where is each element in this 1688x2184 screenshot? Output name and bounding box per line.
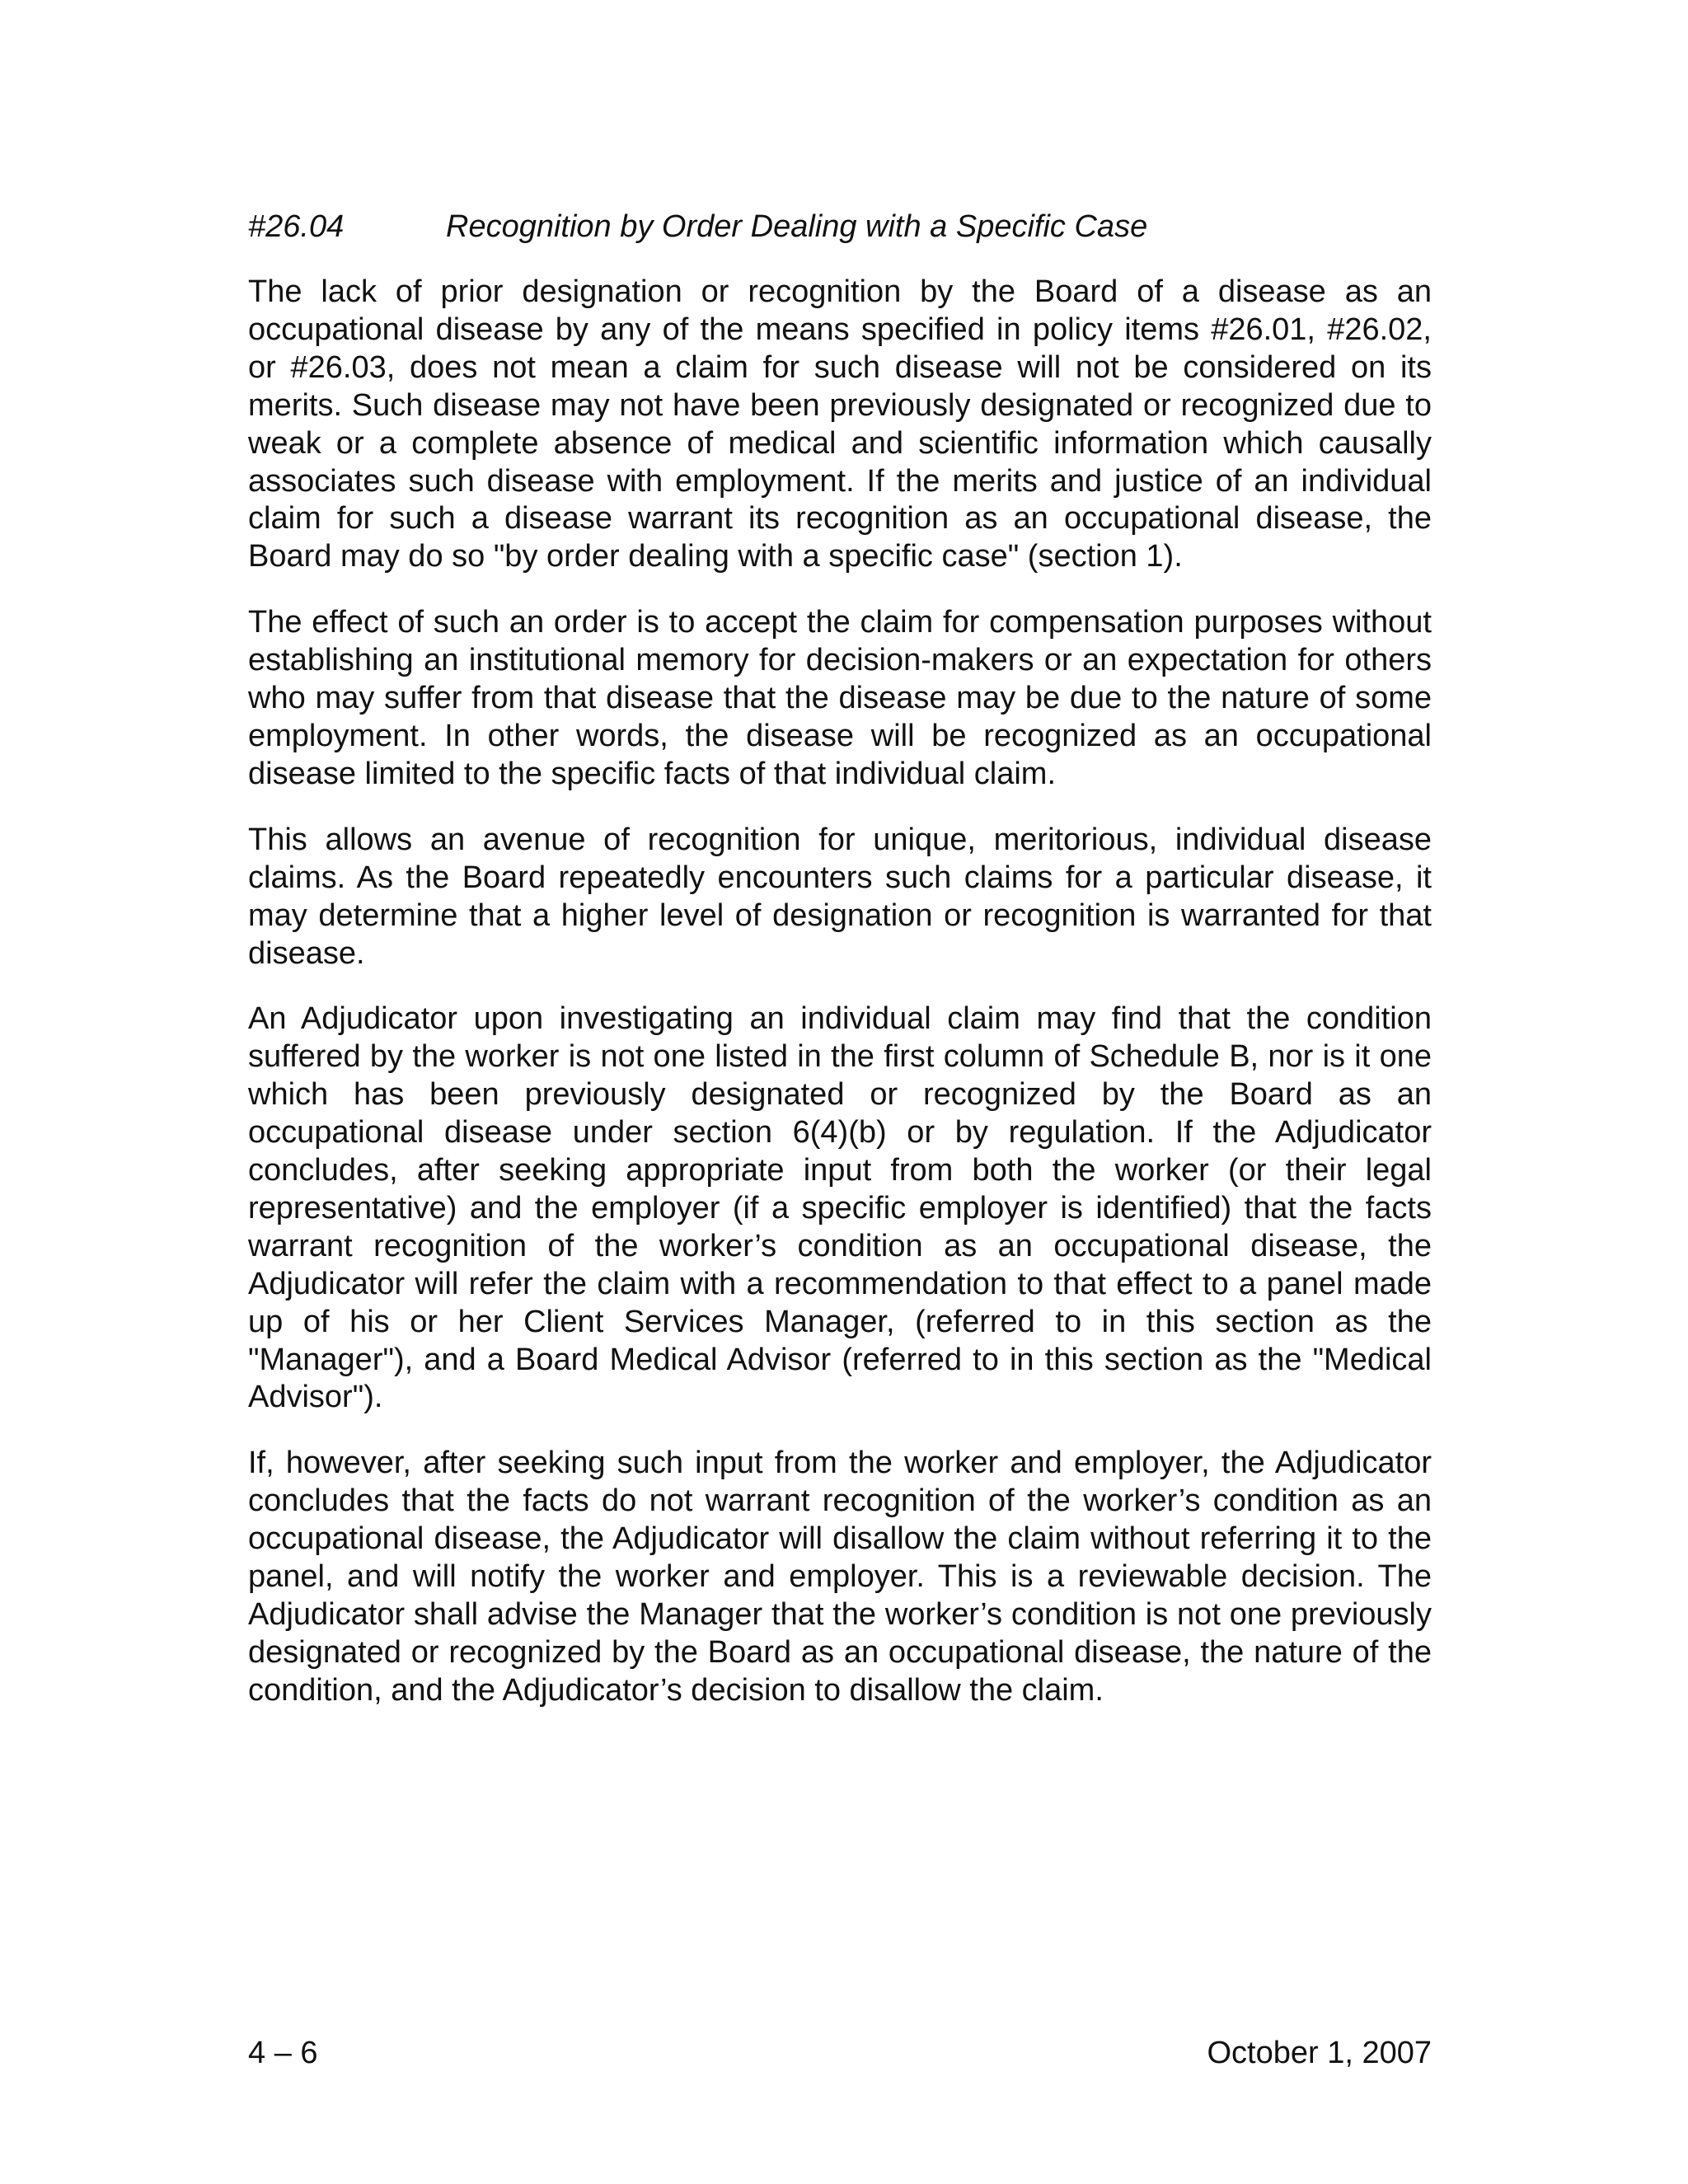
footer-page-number: 4 – 6 bbox=[248, 2036, 318, 2070]
paragraph-3: This allows an avenue of recognition for unique, meritorious, individual disease claims. As the Board repeatedly encounters such claims for a particular disease, it may determine that a higher level of designation or recognition is warranted for that disease. bbox=[248, 822, 1432, 971]
section-heading bbox=[248, 208, 1432, 246]
paragraph-5: If, however, after seeking such input from the worker and employer, the Adjudicator concludes that the facts do not warrant recognition of the worker’s condition as an occupational disease, the Adjudicator will disallow the claim without referring it to the panel, and will notify the worker and employer. This is a reviewable decision. The Adjudicator shall advise the Manager that the worker’s condition is not one previously designated or recognized by the Board as an occupational disease, the nature of the condition, and the Adjudicator’s decision to disallow the claim. bbox=[248, 1446, 1432, 1708]
footer-date: October 1, 2007 bbox=[1207, 2036, 1432, 2070]
section-title: Recognition by Order Dealing with a Specific Case bbox=[446, 209, 1148, 244]
paragraph-2: The effect of such an order is to accept the claim for compensation purposes without establishing an institutional memory for decision-makers or an expectation for others who may suffer from that disease that the disease may be due to the nature of some employment. In other words, the disease will be recognized as an occupational disease limited to the specific facts of that individual claim. bbox=[248, 605, 1432, 791]
paragraph-1: The lack of prior designation or recognition by the Board of a disease as an occupational disease by any of the means specified in policy items #26.01, #26.02, or #26.03, does not mean a claim for such disease will not be considered on its merits. Such disease may not have been previously designated or recognized due to weak or a complete absence of medical and scientific information which causally associates such disease with employment. If the merits and justice of an individual claim for such a disease warrant its recognition as an occupational disease, the Board may do so "by order dealing with a specific case" (section 1). bbox=[248, 274, 1432, 574]
page-content bbox=[248, 208, 1432, 1738]
paragraph-4: An Adjudicator upon investigating an individual claim may find that the condition suffered by the worker is not one listed in the first column of Schedule B, nor is it one which has been previously designated or recognized by the Board as an occupational disease under section 6(4)(b) or by regulation. If the Adjudicator concludes, after seeking appropriate input from both the worker (or their legal representative) and the employer (if a specific employer is identified) that the facts warrant recognition of the worker’s condition as an occupational disease, the Adjudicator will refer the claim with a recommendation to that effect to a panel made up of his or her Client Services Manager, (referred to in this section as the "Manager"), and a Board Medical Advisor (referred to in this section as the "Medical Advisor"). bbox=[248, 1001, 1432, 1415]
section-number: #26.04 bbox=[248, 209, 345, 244]
